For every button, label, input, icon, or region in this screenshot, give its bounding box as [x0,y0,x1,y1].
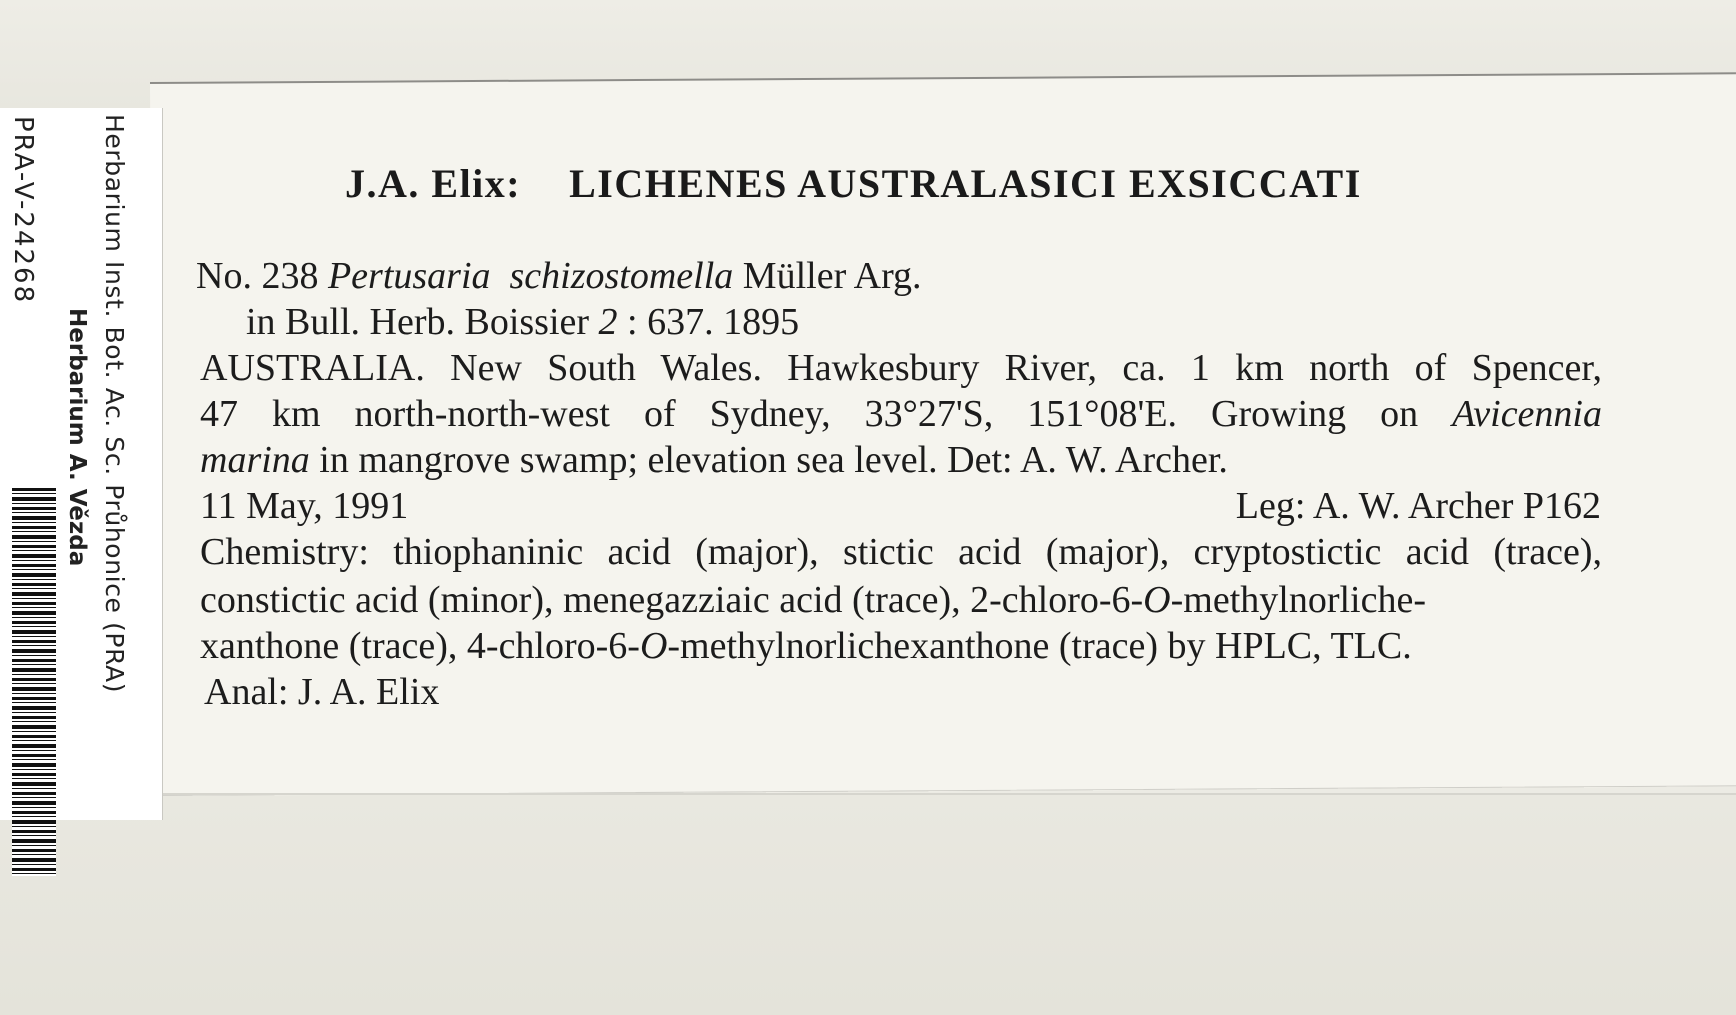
taxon-authority: Müller Arg. [742,255,922,297]
label-heading [345,160,1362,207]
chemistry-o: O [639,625,668,667]
locality-line-1: AUSTRALIA. New South Wales. Hawkesbury River, ca. 1 km north of Spencer, [200,347,1602,389]
locality-line-3 [200,438,1228,482]
chemistry-text: xanthone (trace), 4-chloro-6- [200,625,640,667]
exsiccata-number: No. 238 [196,255,319,297]
chemistry-o: O [1143,579,1171,621]
heading-author: J.A. Elix: [345,161,522,206]
chemistry-text-cont: -methylnorliche- [1170,579,1426,621]
publication-rest: : 637. 1895 [627,301,800,343]
host-genus: Avicennia [1452,393,1602,435]
chemistry-text-cont: -methylnorlichexanthone (trace) by HPLC, TLC. [667,625,1412,667]
host-species: marina [200,439,310,481]
taxon-species: schizostomella [509,255,734,297]
locality-text: 47 km north-north-west of Sydney, 33°27'S, 151°08'E. Growing on [200,393,1419,435]
specimen-barcode [12,488,56,876]
analyst: Anal: J. A. Elix [204,671,440,713]
chemistry-line-3 [200,624,1602,668]
envelope-bottom [0,795,1736,1015]
collection-name: Herbarium A. Vězda [64,308,90,567]
heading-series: LICHENES AUSTRALASICI EXSICCATI [569,161,1362,206]
institution-name: Herbarium Inst. Bot. Ac. Sc. Průhonice (PRA) [100,114,129,694]
collection-date: 11 May, 1991 [200,485,409,527]
specimen-id: PRA-V-24268 [8,116,38,305]
publication-volume: 2 [598,301,618,343]
collector: Leg: A. W. Archer P162 [1235,485,1601,527]
chemistry-text: constictic acid (minor), menegazziaic acid (trace), 2-chloro-6- [200,579,1144,621]
chemistry-line-1: Chemistry: thiophaninic acid (major), stictic acid (major), cryptostictic acid (trace), [200,531,1602,573]
taxon-genus: Pertusaria [327,255,491,297]
label-card-edge [150,793,1736,795]
chemistry-line-2 [200,578,1602,622]
locality-line-2 [200,392,1602,436]
publication-prefix: in Bull. Herb. Boissier [246,301,590,343]
taxon-line [196,254,922,298]
habitat-determiner: in mangrove swamp; elevation sea level. Det: A. W. Archer. [319,439,1228,481]
herbarium-sidebar [0,108,163,820]
publication-line [246,300,799,344]
